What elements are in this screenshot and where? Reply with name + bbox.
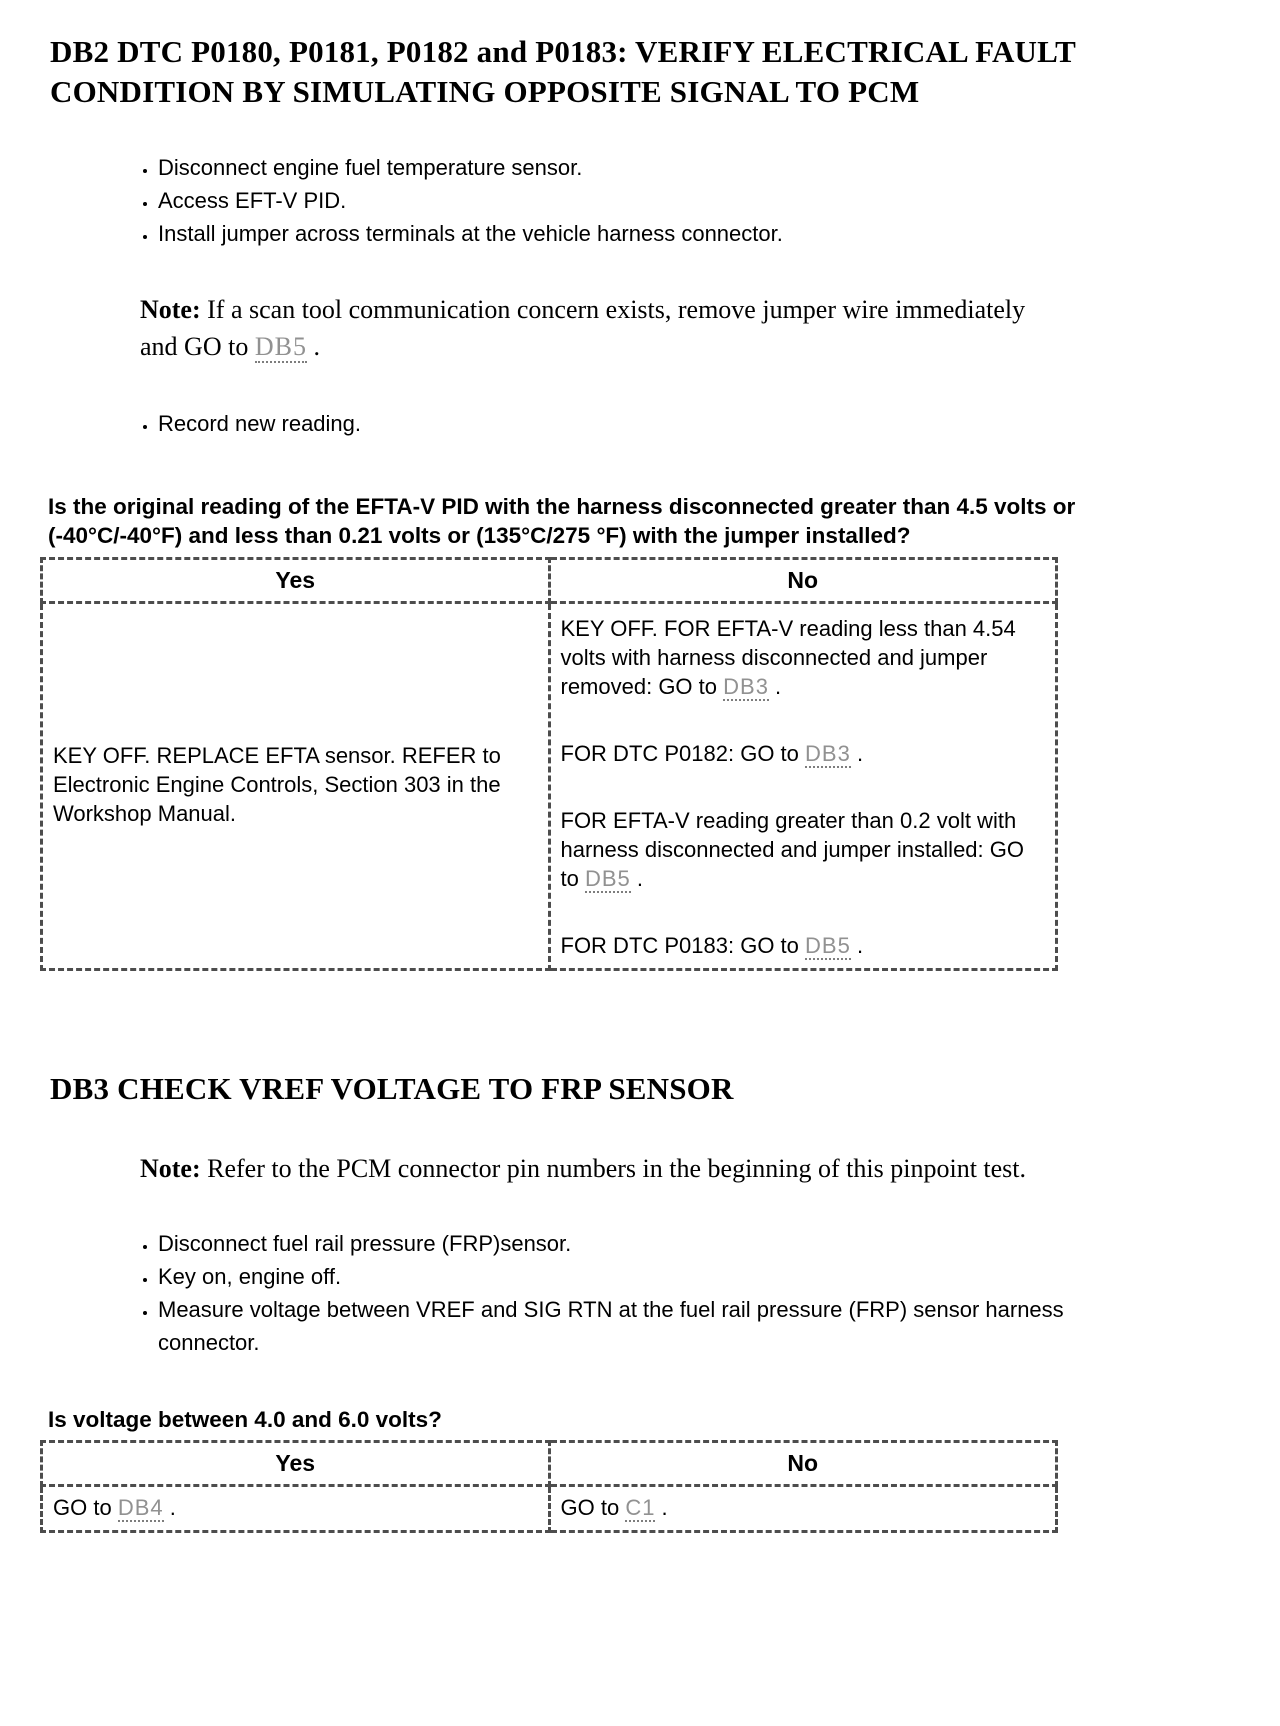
action-text: KEY OFF. FOR EFTA-V reading less than 4.54 volts with harness disconnected and jumper removed: GO to <box>560 615 1016 699</box>
db3-note <box>140 1151 1150 1187</box>
yes-action-cell <box>42 1486 550 1532</box>
action-suffix: . <box>163 1495 176 1521</box>
table-row <box>42 1486 1057 1532</box>
link-db5[interactable]: DB5 <box>254 331 307 361</box>
list-item: • Key on, engine off. <box>158 1260 1168 1293</box>
action-suffix: . <box>655 1495 668 1521</box>
no-action-paragraph <box>561 614 1044 701</box>
note-label: Note: <box>140 1153 201 1183</box>
db2-procedure-list-2 <box>40 407 1240 440</box>
table-header-row <box>42 558 1057 602</box>
note-label: Note: <box>140 295 201 325</box>
action-text: GO to <box>53 1495 112 1521</box>
db3-question: Is voltage between 4.0 and 6.0 volts? <box>48 1406 442 1432</box>
table-header-yes: Yes <box>42 1442 550 1486</box>
yes-action-cell: KEY OFF. REPLACE EFTA sensor. REFER to Electronic Engine Controls, Section 303 in the Workshop Manual. <box>42 602 550 969</box>
list-item: • Record new reading. <box>158 407 1240 440</box>
db2-results-table <box>40 557 1058 971</box>
action-suffix: . <box>850 740 864 766</box>
no-action-paragraph <box>561 931 1044 960</box>
note-text: Refer to the PCM connector pin numbers in the beginning of this pinpoint test. <box>207 1153 1027 1183</box>
no-action-paragraph <box>561 739 1044 768</box>
action-text: FOR EFTA-V reading greater than 0.2 volt with harness disconnected and jumper installed: GO to <box>560 807 1024 891</box>
action-text: FOR DTC P0182: GO to <box>560 740 799 766</box>
link-db5[interactable]: DB5 <box>805 932 851 958</box>
action-suffix: . <box>630 865 644 891</box>
table-row <box>42 602 1057 969</box>
table-header-yes: Yes <box>42 558 550 602</box>
list-item: • Install jumper across terminals at the vehicle harness connector. <box>158 217 1240 250</box>
note-suffix: . <box>306 331 320 361</box>
db3-section-heading: DB3 CHECK VREF VOLTAGE TO FRP SENSOR <box>50 1070 734 1106</box>
table-header-row <box>42 1442 1057 1486</box>
list-item: • Measure voltage between VREF and SIG RTN at the fuel rail pressure (FRP) sensor harness connector. <box>158 1293 1168 1359</box>
action-text: GO to <box>560 1495 620 1521</box>
db2-question: Is the original reading of the EFTA-V PID with the harness disconnected greater than 4.5 volts or (-40°C/-40°F) and less than 0.21 volts or (135°C/275 °F) with the jumper installed? <box>48 494 1076 549</box>
link-db4[interactable]: DB4 <box>117 1495 164 1521</box>
note-text: If a scan tool communication concern exists, remove jumper wire immediately and GO to <box>140 295 1026 361</box>
db2-section-heading: DB2 DTC P0180, P0181, P0182 and P0183: VERIFY ELECTRICAL FAULT CONDITION BY SIMULATING OPPOSITE SIGNAL TO PCM <box>50 34 1076 109</box>
action-text: FOR DTC P0183: GO to <box>560 932 799 958</box>
list-item: • Access EFT-V PID. <box>158 184 1240 217</box>
no-action-cell <box>549 602 1057 969</box>
no-action-paragraph <box>561 806 1044 893</box>
action-suffix: . <box>768 673 782 699</box>
link-db5[interactable]: DB5 <box>584 865 631 891</box>
db2-note <box>140 292 1045 365</box>
list-item: • Disconnect fuel rail pressure (FRP)sensor. <box>158 1227 1168 1260</box>
table-header-no: No <box>549 1442 1057 1486</box>
link-c1[interactable]: C1 <box>625 1495 656 1521</box>
action-suffix: . <box>850 932 864 958</box>
db2-procedure-list <box>40 151 1240 250</box>
db3-results-table <box>40 1440 1058 1533</box>
no-action-cell <box>549 1486 1057 1532</box>
list-item: • Disconnect engine fuel temperature sensor. <box>158 151 1240 184</box>
db3-procedure-list <box>40 1227 1168 1359</box>
link-db3[interactable]: DB3 <box>723 673 769 699</box>
table-header-no: No <box>549 558 1057 602</box>
link-db3[interactable]: DB3 <box>805 740 851 766</box>
